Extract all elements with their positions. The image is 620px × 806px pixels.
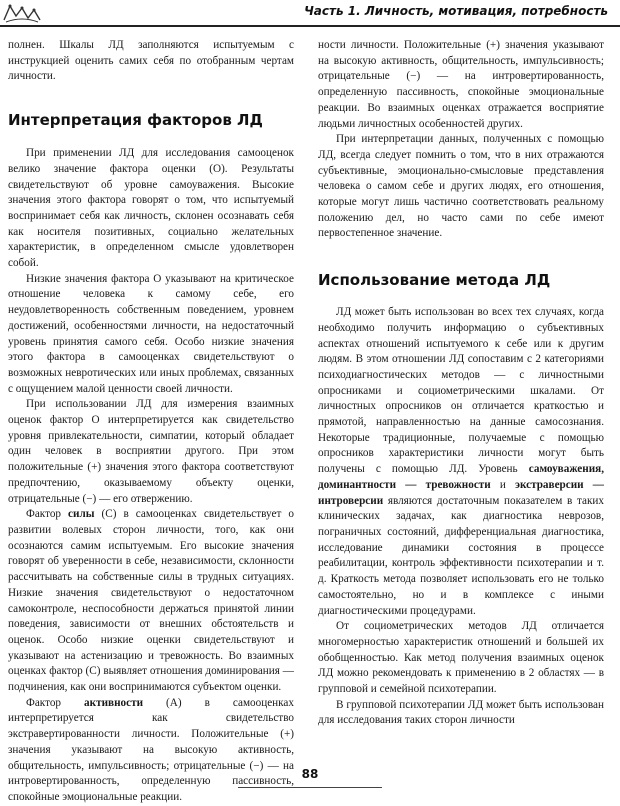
right-paragraph-1: При интерпретации данных, полученных с помощью ЛД, всегда следует помнить о том, что в них отражаются субъективные, эмоционально-смысловые представления человека о самом себе и других людях, его отношения, которые могут лишь частично соответствовать реальному положению дел, но часто сами по себе имеют первостепенное значение. [318,133,604,240]
left-paragraph-2: Низкие значения фактора О указывают на критическое отношение человека к самому себе, его неудовлетворенность собственным поведением, уровнем достижений, особенностями личности, на недостаточный уровень принятия самого себя. Особо низкие значения этого фактора в самооценках свидетельствуют о возможных невротических или иных проблемах, связанных с ощущением малой ценности своей личности. [8,272,294,395]
left-paragraph-4 [8,507,294,695]
text-run: являются достаточным показателем в таких клинических задачах, как диагностика неврозов, пограничных состояний, дифференциальная диагностика, исследование динамики состояния в процессе реабилитации, контроль эффективности психотерапии и т. д. Краткость метода позволяет использовать его не только самостоятельно, но и в комплексе с иными диагностическими процедурами. [318,494,604,617]
text-run: и [490,478,516,491]
book-logo-icon [2,2,42,24]
section-heading-interpretation: Интерпретация факторов ЛД [8,111,263,130]
bold-term-self-esteem: самоуважения, доминантности — тревожности [318,463,604,491]
left-paragraph-5 [8,696,294,806]
left-paragraph-3: При использовании ЛД для измерения взаимных оценок фактор О интерпретируется как свидетельство уровня привлекательности, симпатии, который обладает один человек в восприятии другого. При этом положительные (+) значения этого фактора соответствуют предпочтению, оказываемому объекту оценки, отрицательные (−) — его отвержению. [8,398,294,505]
footer-rule [238,787,382,788]
right-paragraph-0: ности личности. Положительные (+) значения указывают на высокую активность, общительность, импульсивность; отрицательные (−) — на интровертированность, определенную пассивность, спокойные эмоциональные реакции. Во взаимных оценках отражается восприятие людьми личностных особенностей других. [318,39,604,130]
text-run: Фактор [26,508,69,521]
page-number: 88 [301,767,319,781]
right-paragraph-4: В групповой психотерапии ЛД может быть использован для исследования таких сторон личности [318,698,604,727]
section-heading-usage: Использование метода ЛД [318,271,551,290]
bold-term-activity: активности [84,696,144,709]
text-run: (С) в самооценках свидетельствует о развитии волевых сторон личности, того, как они осознаются самим испытуемым. Его высокие значения говорят об уверенности в себе, независимости, склонности рассчитывать на собственные силы в трудных ситуациях. Низкие значения свидетельствуют о недостаточном самоконтроле, неспособности держаться принятой линии поведения, зависимости от внешних обстоятельств и оценок. Особо низкие оценки свидетельствуют и указывают на астенизацию и тревожность. Во взаимных оценках фактор (С) выявляет отношения доминирования — подчинения, как они воспринимаются субъектом оценки. [8,508,294,694]
left-paragraph-1: При применении ЛД для исследования самооценок велико значение фактора оценки (О). Результаты свидетельствуют об уровне самоуважения. Высокие значения этого фактора говорят о том, что испытуемый воспринимает себя как личность, склонен осознавать себя как носителя позитивных, социально желательных характеристик, в определенном смысле удовлетворен собой. [8,147,294,270]
text-run: ЛД может быть использован во всех тех случаях, когда необходимо получить информацию о субъективных аспектах отношений испытуемого к себе или к другим людям. В этом отношении ЛД сопоставим с 2 категориями психодиагностических методов — с личностными опросниками и социометрическими шкалами. От личностных опросников он отличается краткостью и прямотой, направленностью на данные самосознания. Некоторые традиционные, получаемые с помощью опросников характеристики личности могут быть получены с помощью ЛД. Уровень [318,306,604,476]
header-rule [0,25,620,27]
right-paragraph-2 [318,305,604,619]
left-paragraph-0: полнен. Шкалы ЛД заполняются испытуемым с инструкцией оценить самих себя по отобранным чертам личности. [8,39,294,83]
text-run: (А) в самооценках интерпретируется как свидетельство экстравертированности личности. Положительные (+) значения указывают на высокую активность, общительность, импульсивность; отрицательные (−) — на интровертированность, определенную пассивность, спокойные эмоциональные реакции. [8,696,294,803]
bold-term-extraversion: экстраверсии — интроверсии [318,478,604,507]
right-paragraph-3: От социометрических методов ЛД отличается многомерностью характеристик отношений и большей их обобщенностью. Как метод получения взаимных оценок ЛД можно рекомендовать к применению в 2 областях — в групповой и семейной психотерапии. [318,620,604,696]
left-column [8,38,294,806]
running-head: Часть 1. Личность, мотивация, потребность [304,4,608,18]
bold-term-strength: силы [68,508,95,521]
text-run: Фактор [26,696,85,709]
right-column [318,38,604,729]
page-header [0,0,620,28]
